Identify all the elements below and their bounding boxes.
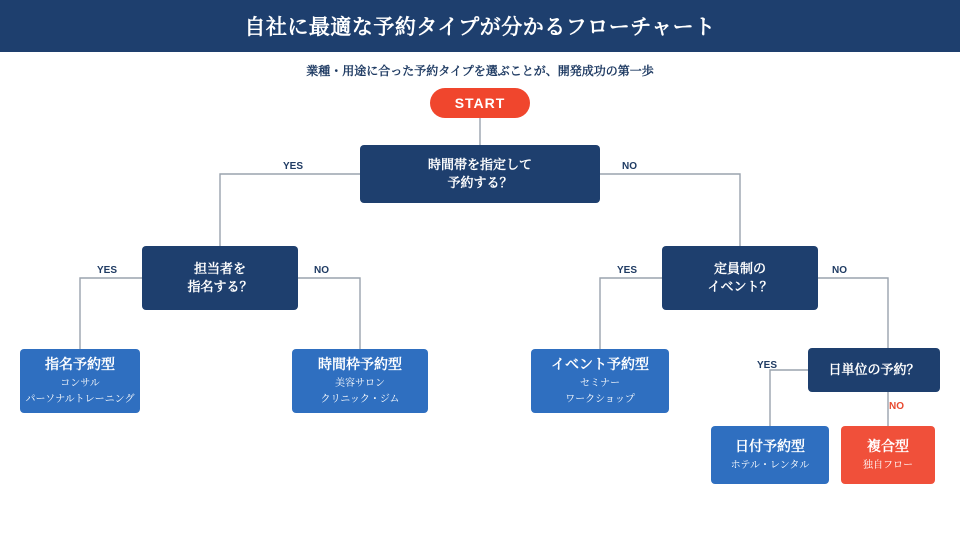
edge-label-q4-no: NO [889,401,904,412]
node-result-event-booking[interactable] [531,349,669,413]
node-question-time-slot-line1: 時間帯を指定して [427,157,532,173]
node-result-named-booking-sub2: パーソナルトレーニング [25,394,135,406]
node-result-named-booking-sub1: コンサル [60,377,100,389]
node-result-date-booking[interactable] [711,426,829,484]
edge-label-q3-no: NO [832,265,847,276]
header-bar [0,0,960,52]
node-result-timeslot-booking-title: 時間枠予約型 [318,356,402,373]
node-result-hybrid[interactable] [841,426,935,484]
node-question-staff-select[interactable] [142,246,298,310]
edge-label-q1-no: NO [622,161,637,172]
node-result-event-booking-sub1: セミナー [580,377,620,389]
node-result-named-booking[interactable] [20,349,140,413]
node-question-time-slot-line2: 予約する？ [447,175,513,190]
edge-label-q4-yes: YES [757,360,778,371]
node-start[interactable] [430,88,530,118]
node-question-staff-select-line1: 担当者を [193,261,246,277]
node-result-date-booking-sub1: ホテル・レンタル [730,460,810,472]
node-result-date-booking-title: 日付予約型 [735,438,805,455]
node-result-timeslot-booking[interactable] [292,349,428,413]
node-result-event-booking-title: イベント予約型 [551,356,649,373]
node-question-daily-booking-line1: 日単位の予約？ [828,362,920,378]
edge-label-q1-yes: YES [283,161,304,172]
node-question-capacity-event-line2: イベント？ [707,279,773,294]
edge-label-q2-yes: YES [97,265,118,276]
node-result-hybrid-title: 複合型 [867,438,909,455]
node-result-timeslot-booking-sub2: クリニック・ジム [320,394,400,406]
node-result-timeslot-booking-sub1: 美容サロン [335,377,385,389]
node-result-event-booking-sub2: ワークショップ [565,394,635,406]
page-title: 自社に最適な予約タイプが分かるフローチャート [244,16,716,39]
subtitle: 業種・用途に合った予約タイプを選ぶことが、開発成功の第一歩 [306,64,654,78]
node-result-hybrid-sub1: 独自フロー [863,460,913,472]
edge-label-q2-no: NO [314,265,329,276]
node-question-staff-select-line2: 指名する？ [187,279,253,294]
node-question-daily-booking[interactable] [808,348,940,392]
node-question-capacity-event-line1: 定員制の [713,261,766,277]
node-question-time-slot[interactable] [360,145,600,203]
edge-label-q3-yes: YES [617,265,638,276]
node-result-named-booking-title: 指名予約型 [45,356,115,373]
node-start-label: START [454,94,506,111]
node-question-capacity-event[interactable] [662,246,818,310]
